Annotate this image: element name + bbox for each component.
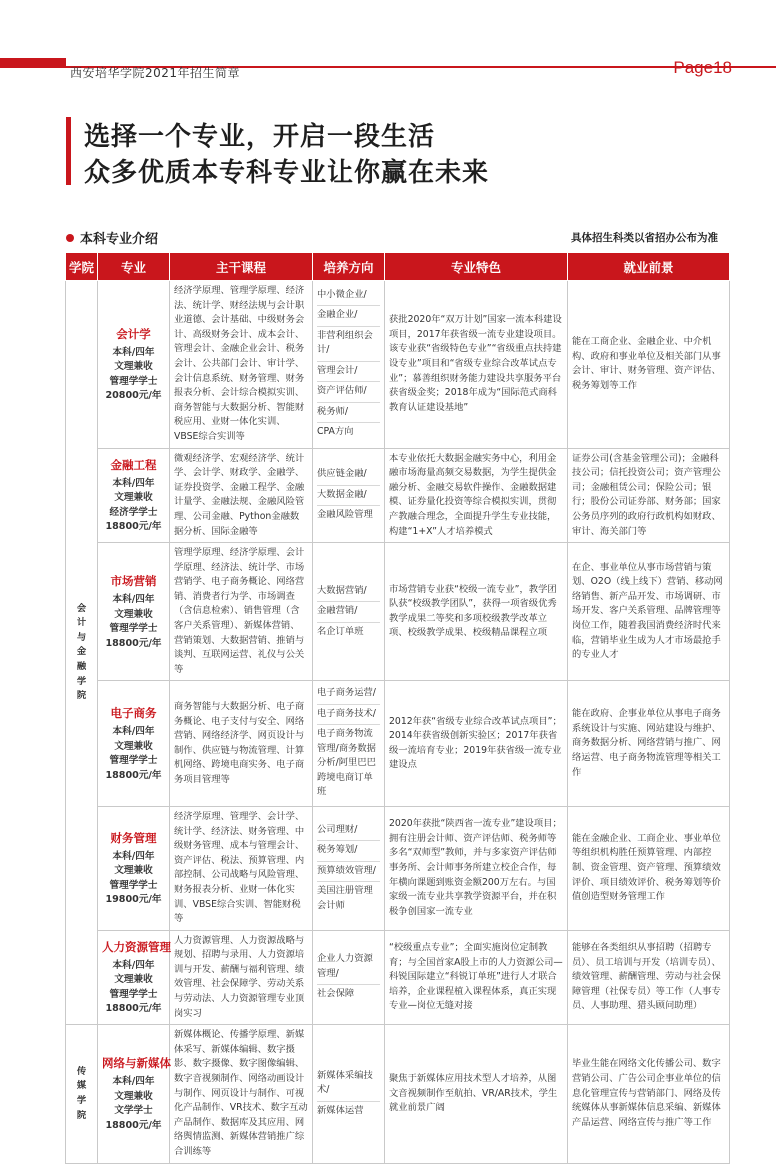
major-admission: 文理兼收	[114, 974, 153, 986]
prospects-cell: 在企、事业单位从事市场营销与策划、O2O（线上线下）营销、移动网络销售、新产品开发、市场调研、市场开发、客户关系管理、品牌管理等岗位工作，随着我国消费经济时代来临，营销毕业生成为人才市场最抢手的专业人才	[568, 543, 730, 681]
courses-cell: 管理学原理、经济学原理、会计学原理、经济法、统计学、市场营销学、电子商务概论、网络营销、消费者行为学、市场调查（含信息检索）、销售管理（含客户关系管理）、新媒体营销、营销策划、大数据营销、推销与谈判、互联网运营、礼仪与公关等	[170, 543, 313, 681]
college-name: 会计与金融学院	[76, 602, 87, 702]
major-name: 网络与新媒体	[102, 1056, 171, 1071]
table-row	[66, 543, 730, 681]
major-cell	[98, 806, 170, 930]
courses-cell: 经济学原理、管理学原理、经济法、统计学、财经法规与会计职业道德、会计基础、中级财务会计、高级财务会计、成本会计、管理会计、金融企业会计、税务会计、公共部门会计、审计学、会计信息系统、财务管理、财务报表分析、会计综合模拟实训、商务智能与大数据分析、智能财税应用、业财一体化实训、VBSE综合实训等	[170, 281, 313, 449]
major-name: 会计学	[116, 326, 151, 341]
page-number: Page18	[673, 58, 732, 77]
major-tuition: 18800元/年	[105, 1003, 162, 1015]
bullet-dot-icon	[66, 234, 74, 242]
direction-item: 金融风险管理	[317, 509, 373, 521]
table-row	[66, 281, 730, 449]
direction-item: 税务师/	[317, 403, 380, 424]
major-admission: 文理兼收	[114, 492, 153, 504]
direction-item: 新媒体运营	[317, 1104, 364, 1116]
prospects-cell: 能在政府、企事业单位从事电子商务系统设计与实施、网站建设与维护、商务数据分析、网络营销与推广、网络运营、电子商务物流管理等相关工作	[568, 681, 730, 807]
direction-item: 金融企业/	[317, 306, 380, 327]
courses-cell: 微观经济学、宏观经济学、统计学、会计学、财政学、金融学、证券投资学、金融工程学、金融计量学、金融法规、金融风险管理、公司金融、Python金融数据分析、国际金融等	[170, 448, 313, 543]
direction-item: 电子商务技术/	[317, 705, 380, 726]
major-tuition: 19800元/年	[105, 894, 162, 906]
direction-cell	[313, 806, 385, 930]
major-degree: 经济学学士	[109, 506, 158, 518]
direction-item: 大数据营销/	[317, 582, 380, 603]
prospects-cell: 毕业生能在网络文化传播公司、数字营销公司、广告公司企事业单位的信息化管理宣传与营销部门、网络及传统媒体从事新媒体信息采编、新媒体产品运营、网络宣传与推广等工作	[568, 1025, 730, 1163]
prospects-cell: 证券公司(含基金管理公司)；金融科技公司；信托投资公司；资产管理公司；金融租赁公司；保险公司；银行；股份公司证券部、财务部；国家公务员序列的政府行政机构如财政、审计、海关部门等	[568, 448, 730, 543]
major-name: 财务管理	[110, 830, 157, 845]
table-header-row	[66, 253, 730, 281]
major-degree: 文学学士	[114, 1105, 153, 1117]
courses-cell: 新媒体概论、传播学原理、新媒体采写、新媒体编辑、数字摄影、数字摄像、数字图像编辑、数字音视频制作、网络动画设计与制作、网页设计与制作、可视化产品制作、VR技术、数字互动产品制作、数据库及其应用、网络舆情监测、新媒体营销推广综合训练等	[170, 1025, 313, 1163]
top-rule-accent	[0, 58, 66, 68]
courses-cell: 商务智能与大数据分析、电子商务概论、电子支付与安全、网络营销、网络经济学、网页设计与制作、供应链与物流管理、计算机网络、跨境电商实务、电子商务项目管理等	[170, 681, 313, 807]
features-cell: 2020年获批“陕西省一流专业”建设项目；拥有注册会计师、资产评估师、税务师等多名“双师型”教师，并与多家资产评估师事务所、会计师事务所建立校企合作，每年横向课题到账资金额200万左右。与国家级一流专业共享教学资源平台，并在积极争创国家一流专业	[385, 806, 568, 930]
direction-cell	[313, 281, 385, 449]
features-cell: 聚焦于新媒体应用技术型人才培养，从图文音视频制作至航拍、VR/AR技术，学生就业前景广阔	[385, 1025, 568, 1163]
major-duration: 本科/四年	[112, 726, 155, 738]
direction-cell	[313, 543, 385, 681]
direction-item: 预算绩效管理/	[317, 862, 380, 883]
header-prospects: 就业前景	[568, 253, 730, 281]
hero-accent-bar	[66, 117, 71, 185]
major-tuition: 18800元/年	[105, 637, 162, 649]
table-row	[66, 448, 730, 543]
section-heading	[66, 228, 158, 247]
features-cell: 本专业依托大数据金融实务中心，利用金融市场海量高频交易数据，为学生提供金融分析、金融交易软件操作、金融数据建模、证券量化投资等综合模拟实训，贯彻产教融合理念，全面提升学生专业技能，构建“1+X”人才培养模式	[385, 448, 568, 543]
major-duration: 本科/四年	[112, 346, 155, 358]
major-degree: 管理学学士	[109, 623, 158, 635]
section-note: 具体招生科类以省招办公布为准	[571, 232, 718, 244]
header-college: 学院	[66, 253, 98, 281]
header-features: 专业特色	[385, 253, 568, 281]
major-cell	[98, 543, 170, 681]
hero-subheadline: 众多优质本专科专业让你赢在未来	[84, 158, 490, 188]
college-name: 传媒学院	[76, 1065, 87, 1121]
prospects-cell: 能在金融企业、工商企业、事业单位等组织机构胜任预算管理、内部控制、资金管理、资产管理、预算绩效评价、项目绩效评价、税务筹划等价值创造型财务管理工作	[568, 806, 730, 930]
courses-cell: 人力资源管理、人力资源战略与规划、招聘与录用、人力资源培训与开发、薪酬与福利管理、绩效管理、社会保障学、劳动关系与劳动法、人力资源管理专业顶岗实习	[170, 930, 313, 1025]
major-name: 市场营销	[110, 574, 157, 589]
direction-item: 社会保障	[317, 988, 355, 1000]
major-tuition: 18800元/年	[105, 1119, 162, 1131]
college-cell	[66, 1025, 98, 1163]
direction-item: 新媒体采编技术/	[317, 1067, 380, 1102]
direction-item: 中小微企业/	[317, 286, 380, 307]
brochure-title: 西安培华学院2021年招生简章	[70, 66, 241, 80]
major-tuition: 20800元/年	[105, 390, 162, 402]
direction-item: CPA方向	[317, 426, 354, 438]
hero-headline: 选择一个专业，开启一段生活	[84, 122, 436, 152]
features-cell: 获批2020年“双万计划”国家一流本科建设项目，2017年获省级一流专业建设项目。该专业获“省级特色专业”“省级重点扶持建设专业”项目和“省级专业综合改革试点专业”；慕善组织财务能力建设共享服务平台获省级金奖；2018年成为“国际范式商科教育认证建设基地”	[385, 281, 568, 449]
direction-item: 管理会计/	[317, 362, 380, 383]
header-courses: 主干课程	[170, 253, 313, 281]
header-direction: 培养方向	[313, 253, 385, 281]
major-cell	[98, 448, 170, 543]
major-name: 人力资源管理	[102, 939, 171, 954]
major-degree: 管理学学士	[109, 988, 158, 1000]
direction-item: 电子商务运营/	[317, 684, 380, 705]
table-row	[66, 806, 730, 930]
college-cell	[66, 281, 98, 1025]
direction-item: 企业人力资源管理/	[317, 950, 380, 985]
major-admission: 文理兼收	[114, 740, 153, 752]
table-row	[66, 681, 730, 807]
major-name: 金融工程	[110, 457, 157, 472]
direction-item: 资产评估师/	[317, 382, 380, 403]
major-cell	[98, 681, 170, 807]
majors-table	[65, 252, 730, 1164]
direction-cell	[313, 681, 385, 807]
major-degree: 管理学学士	[109, 755, 158, 767]
direction-item: 大数据金融/	[317, 486, 380, 507]
major-duration: 本科/四年	[112, 850, 155, 862]
direction-item: 金融营销/	[317, 602, 380, 623]
table-row	[66, 1025, 730, 1163]
section-title: 本科专业介绍	[80, 232, 159, 247]
direction-item: 电子商务物流管理/商务数据分析/阿里巴巴跨境电商订单班	[317, 728, 376, 798]
features-cell: 市场营销专业获“校级一流专业”，教学团队获“校级教学团队”，获得一项省级优秀教学成果二等奖和多项校级教学改革立项、校级教学成果、校级精品课程立项	[385, 543, 568, 681]
major-name: 电子商务	[110, 706, 157, 721]
direction-cell	[313, 1025, 385, 1163]
courses-cell: 经济学原理、管理学、会计学、统计学、经济法、财务管理、中级财务管理、成本与管理会计、资产评估、税法、预算管理、内部控制、公司战略与风险管理、财务报表分析、业财一体化实训、VBSE综合实训、智能财税等	[170, 806, 313, 930]
major-admission: 文理兼收	[114, 1090, 153, 1102]
major-degree: 管理学学士	[109, 375, 158, 387]
prospects-cell: 能够在各类组织从事招聘（招聘专员）、员工培训与开发（培训专员）、绩效管理、薪酬管理、劳动与社会保障管理（社保专员）等工作（人事专员、人事助理、猎头顾问助理）	[568, 930, 730, 1025]
features-cell: “校级重点专业”；全面实施岗位定制教育；与全国首家A股上市的人力资源公司—科锐国际建立“科锐订单班”进行人才联合培养，企业课程植入课程体系，真正实现专业—岗位无缝对接	[385, 930, 568, 1025]
header-major: 专业	[98, 253, 170, 281]
direction-item: 公司理财/	[317, 821, 380, 842]
direction-item: 税务筹划/	[317, 841, 380, 862]
direction-item: 供应链金融/	[317, 465, 380, 486]
major-tuition: 18800元/年	[105, 769, 162, 781]
direction-cell	[313, 448, 385, 543]
major-admission: 文理兼收	[114, 865, 153, 877]
direction-item: 美国注册管理会计师	[317, 885, 373, 911]
major-duration: 本科/四年	[112, 1076, 155, 1088]
table-row	[66, 930, 730, 1025]
major-cell	[98, 930, 170, 1025]
major-admission: 文理兼收	[114, 608, 153, 620]
features-cell: 2012年获“省级专业综合改革试点项目”；2014年获省级创新实验区；2017年获省级一流培育专业；2019年获省级一流专业建设点	[385, 681, 568, 807]
major-duration: 本科/四年	[112, 477, 155, 489]
major-cell	[98, 1025, 170, 1163]
major-degree: 管理学学士	[109, 879, 158, 891]
prospects-cell: 能在工商企业、金融企业、中介机构、政府和事业单位及相关部门从事会计、审计、财务管理、资产评估、税务筹划等工作	[568, 281, 730, 449]
major-duration: 本科/四年	[112, 959, 155, 971]
direction-item: 名企订单班	[317, 625, 364, 637]
major-tuition: 18800元/年	[105, 521, 162, 533]
major-duration: 本科/四年	[112, 594, 155, 606]
direction-item: 非营利组织会计/	[317, 327, 380, 362]
major-cell	[98, 281, 170, 449]
direction-cell	[313, 930, 385, 1025]
major-admission: 文理兼收	[114, 361, 153, 373]
